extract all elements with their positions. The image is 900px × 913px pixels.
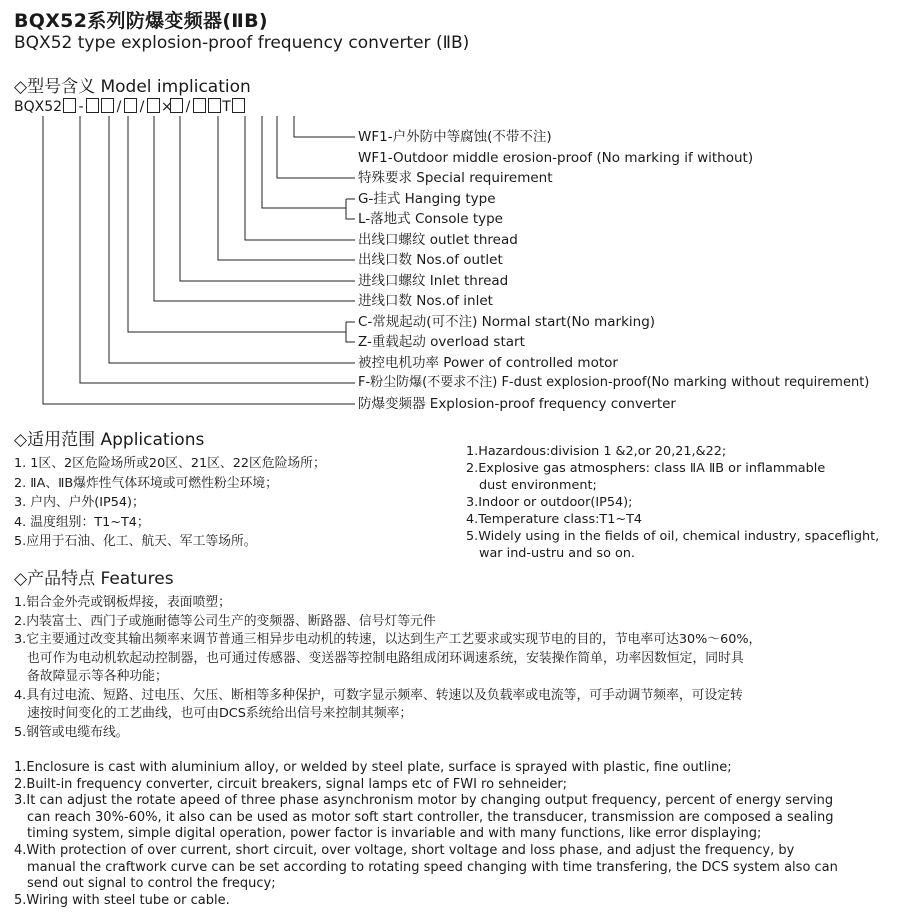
applications-cn-list [14, 454, 326, 552]
code-t-letter: T [222, 99, 231, 115]
feature-en-line: send out signal to control the frequcy; [27, 876, 276, 892]
code-prefix: BQX52 [14, 99, 63, 115]
feature-en-line: timing system, simple digital operation, power factor is invariable and with many functions, like error displaying; [27, 826, 762, 842]
app-en-item: war ind-ustru and so on. [479, 546, 635, 561]
label-wf1-cn: WF1-户外防中等腐蚀(不带不注) [358, 129, 552, 145]
label-motor-power: 被控电机功率 Power of controlled motor [358, 355, 618, 371]
applications-en-list [466, 443, 879, 562]
feature-en-line: can reach 30%-60%, it also can be used as motor soft start controller, the transducer, transmission are composed a sealing [27, 809, 834, 825]
label-normal-start: C-常规起动(可不注) Normal start(No marking) [358, 314, 656, 330]
app-cn-item: 4. 温度组别：T1~T4； [14, 514, 150, 530]
app-en-item: 5.Widely using in the fields of oil, chemical industry, spaceflight, [466, 529, 880, 544]
label-inlet-nos: 进线口数 Nos.of inlet [358, 293, 493, 309]
code-slash-3: / [185, 99, 191, 115]
label-outlet-thread: 出线口螺纹 outlet thread [358, 232, 518, 248]
app-cn-item: 2. ⅡA、ⅡB爆炸性气体环境或可燃性粉尘环境； [14, 475, 278, 491]
app-en-item: 3.Indoor or outdoor(IP54); [466, 495, 633, 510]
features-en-list [14, 760, 894, 909]
label-overload-start: Z-重载起动 overload start [358, 334, 525, 350]
title-english: BQX52 type explosion-proof frequency converter (ⅡB) [14, 33, 470, 53]
features-cn-list [14, 594, 894, 742]
feature-cn-line: 5.钢管或电缆布线。 [14, 724, 129, 740]
label-hanging: G-挂式 Hanging type [358, 191, 496, 207]
app-en-item: 1.Hazardous:division 1 &2,or 20,21,&22; [466, 444, 727, 459]
feature-en-line: 3.It can adjust the rotate apeed of three phase asynchronism motor by changing output frequency, percent of energy serving [14, 793, 834, 809]
feature-en-line: 4.With protection of over current, short circuit, over voltage, short voltage and loss phase, and adjust the frequency, by [14, 842, 795, 858]
label-outlet-nos: 出线口数 Nos.of outlet [358, 252, 503, 268]
app-en-item: 4.Temperature class:T1~T4 [466, 512, 643, 527]
title-chinese: BQX52系列防爆变频器(ⅡB) [14, 10, 268, 32]
app-cn-item: 1. 1区、2区危险场所或20区、21区、22区危险场所； [14, 456, 326, 471]
label-special: 特殊要求 Special requirement [358, 170, 553, 186]
label-converter: 防爆变频器 Explosion-proof frequency converter [358, 396, 676, 412]
feature-cn-line: 也可作为电动机软起动控制器，也可通过传感器、变送器等控制电路组成闭环调速系统，安装操作简单，功率因数恒定，同时具 [27, 650, 744, 666]
code-slash-1: / [116, 99, 122, 115]
app-cn-item: 3. 户内、户外(IP54)； [14, 495, 145, 510]
code-slash-2: / [139, 99, 145, 115]
feature-en-line: manual the craftwork curve can be set according to rotating speed changing with time transfering, the DCS system also can [27, 859, 838, 875]
feature-cn-line: 速按时间变化的工艺曲线，也可由DCS系统给出信号来控制其频率； [27, 706, 413, 721]
applications-heading: ◇适用范围 Applications [14, 430, 205, 450]
label-dust-proof: F-粉尘防爆(不要求不注) F-dust explosion-proof(No marking without requirement) [358, 375, 870, 390]
feature-cn-line: 1.铝合金外壳或钢板焊接，表面喷塑； [14, 595, 231, 610]
app-en-item: 2.Explosive gas atmosphers: class ⅡA ⅡB or inflammable [466, 461, 826, 476]
feature-cn-line: 2.内装富士、西门子或施耐德等公司生产的变频器、断路器、信号灯等元件 [14, 613, 436, 629]
label-wf1-en: WF1-Outdoor middle erosion-proof (No marking if without) [358, 150, 754, 166]
features-heading: ◇产品特点 Features [14, 569, 174, 589]
app-cn-item: 5.应用于石油、化工、航天、军工等场所。 [14, 534, 257, 549]
feature-cn-line: 备故障显示等各种功能； [27, 669, 168, 684]
feature-cn-line: 3.它主要通过改变其输出频率来调节普通三相异步电动机的转速，以达到生产工艺要求或实现节电的目的，节电率可达30%～60%， [14, 632, 762, 647]
label-inlet-thread: 进线口螺纹 Inlet thread [358, 273, 509, 289]
code-dash: - [78, 99, 84, 115]
feature-en-line: 1.Enclosure is cast with aluminium alloy, or welded by steel plate, surface is sprayed with plastic, fine outline; [14, 760, 732, 775]
model-heading: ◇型号含义 Model implication [14, 77, 251, 97]
feature-en-line: 5.Wiring with steel tube or cable. [14, 892, 230, 908]
app-en-item: dust environment; [479, 478, 597, 493]
feature-en-line: 2.Built-in frequency converter, circuit breakers, signal lamps etc of FWI ro sehneider; [14, 776, 568, 792]
code-times: × [161, 99, 173, 115]
feature-cn-line: 4.具有过电流、短路、过电压、欠压、断相等多种保护，可数字显示频率、转速以及负载率或电流等，可手动调节频率，可设定转 [14, 687, 743, 703]
label-console: L-落地式 Console type [358, 211, 503, 227]
